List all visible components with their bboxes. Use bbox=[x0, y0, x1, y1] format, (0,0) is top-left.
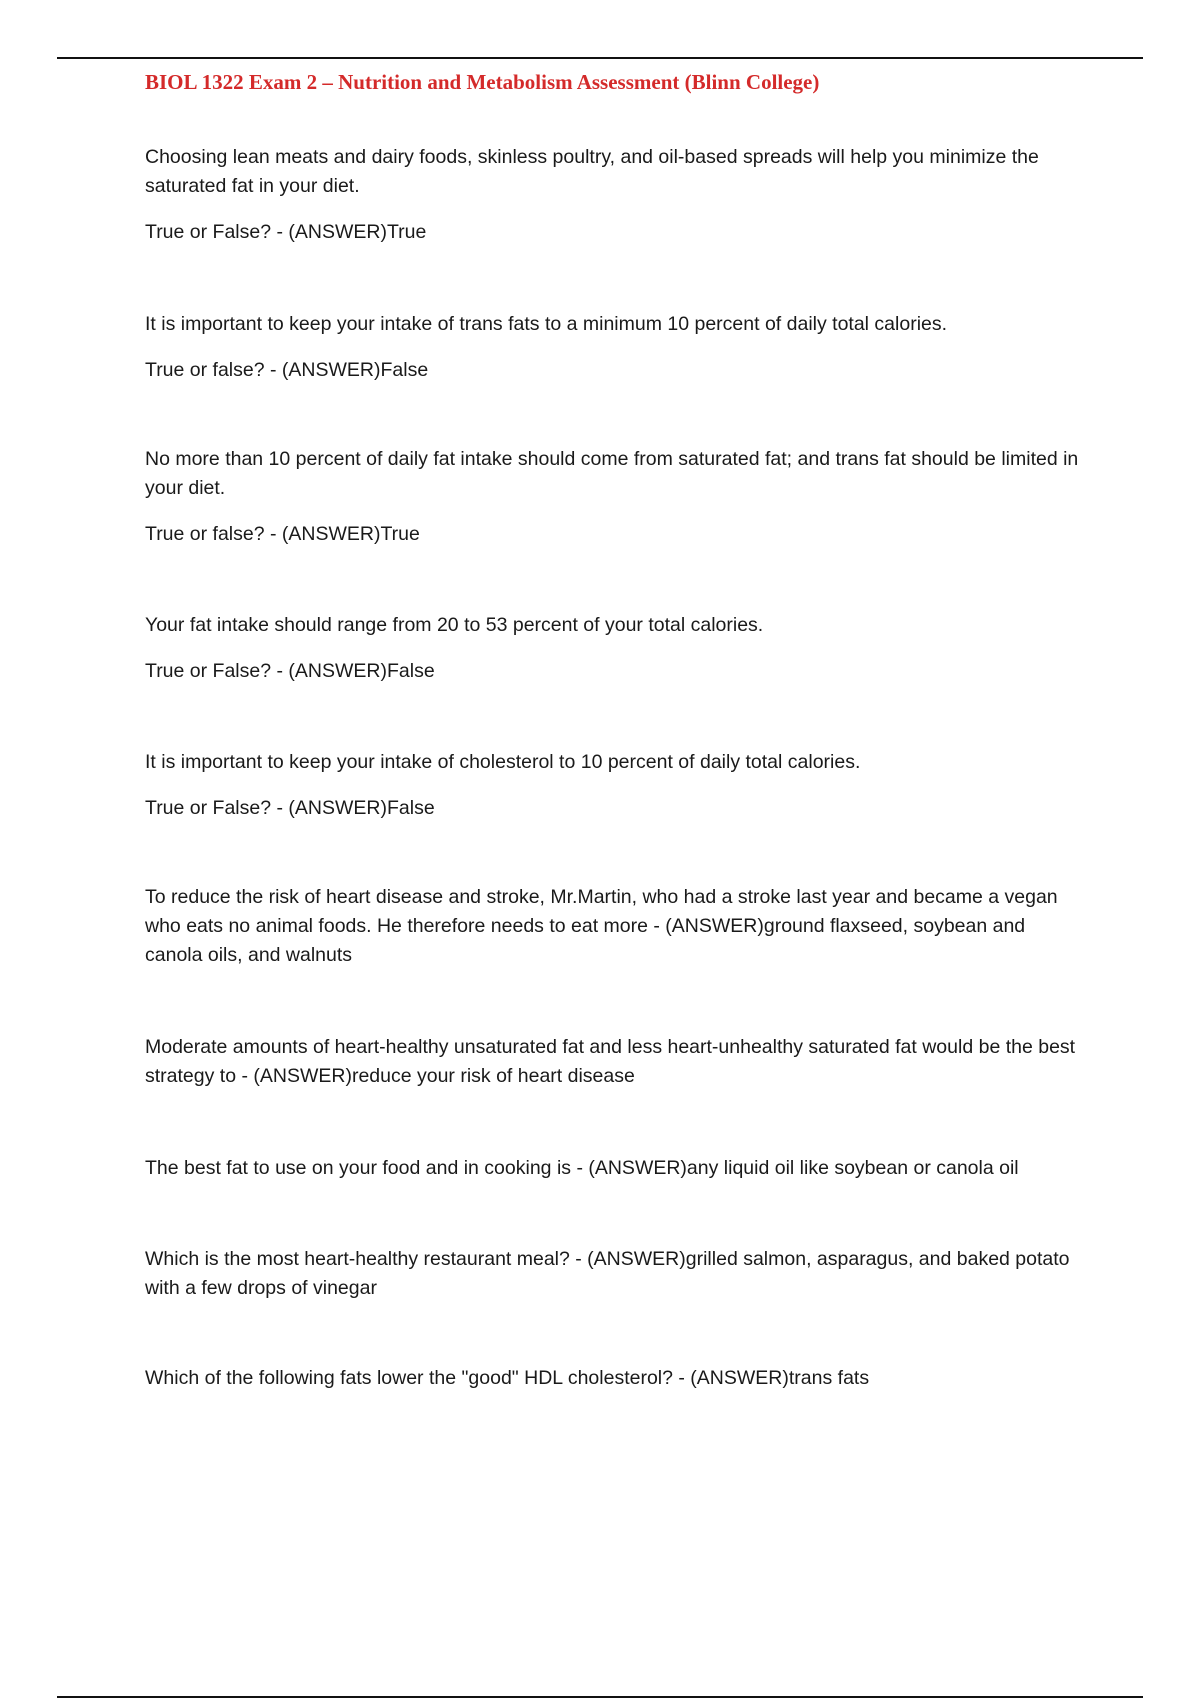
question-text: No more than 10 percent of daily fat intake should come from saturated fat; and trans fat should be limited in your diet. bbox=[145, 448, 1079, 499]
qa-item-3 bbox=[145, 445, 1085, 549]
answer-text: True or False? - (ANSWER)True bbox=[145, 221, 427, 243]
bottom-divider bbox=[57, 1696, 1143, 1698]
question-text: Which is the most heart-healthy restaurant meal? - (ANSWER)grilled salmon, asparagus, and baked potato with a few drops of vinegar bbox=[145, 1248, 1070, 1299]
answer-text: True or false? - (ANSWER)False bbox=[145, 359, 429, 381]
answer-text: True or False? - (ANSWER)False bbox=[145, 660, 435, 682]
answer-text: True or false? - (ANSWER)True bbox=[145, 523, 420, 545]
question-text: The best fat to use on your food and in cooking is - (ANSWER)any liquid oil like soybean or canola oil bbox=[145, 1157, 1019, 1179]
qa-item-6 bbox=[145, 883, 1085, 970]
qa-item-2 bbox=[145, 310, 1085, 385]
qa-item-10 bbox=[145, 1364, 1085, 1393]
question-text: To reduce the risk of heart disease and stroke, Mr.Martin, who had a stroke last year and became a vegan who eats no animal foods. He therefore needs to eat more - (ANSWER)ground flaxseed, soybean and canola oils, and walnuts bbox=[145, 886, 1058, 966]
qa-item-4 bbox=[145, 611, 1085, 686]
question-text: Your fat intake should range from 20 to 53 percent of your total calories. bbox=[145, 614, 764, 636]
top-divider bbox=[57, 57, 1143, 59]
question-text: It is important to keep your intake of trans fats to a minimum 10 percent of daily total calories. bbox=[145, 313, 948, 335]
qa-item-8 bbox=[145, 1154, 1085, 1183]
question-text: Which of the following fats lower the "good" HDL cholesterol? - (ANSWER)trans fats bbox=[145, 1367, 870, 1389]
answer-text: True or False? - (ANSWER)False bbox=[145, 797, 435, 819]
qa-item-5 bbox=[145, 748, 1085, 823]
qa-item-1 bbox=[145, 143, 1085, 247]
question-text: Moderate amounts of heart-healthy unsaturated fat and less heart-unhealthy saturated fat would be the best strategy to - (ANSWER)reduce your risk of heart disease bbox=[145, 1036, 1076, 1087]
question-text: Choosing lean meats and dairy foods, skinless poultry, and oil-based spreads will help you minimize the saturated fat in your diet. bbox=[145, 146, 1039, 197]
document-title: BIOL 1322 Exam 2 – Nutrition and Metabolism Assessment (Blinn College) bbox=[145, 70, 820, 94]
qa-item-9 bbox=[145, 1245, 1085, 1303]
qa-item-7 bbox=[145, 1033, 1085, 1091]
question-text: It is important to keep your intake of cholesterol to 10 percent of daily total calories. bbox=[145, 751, 861, 773]
